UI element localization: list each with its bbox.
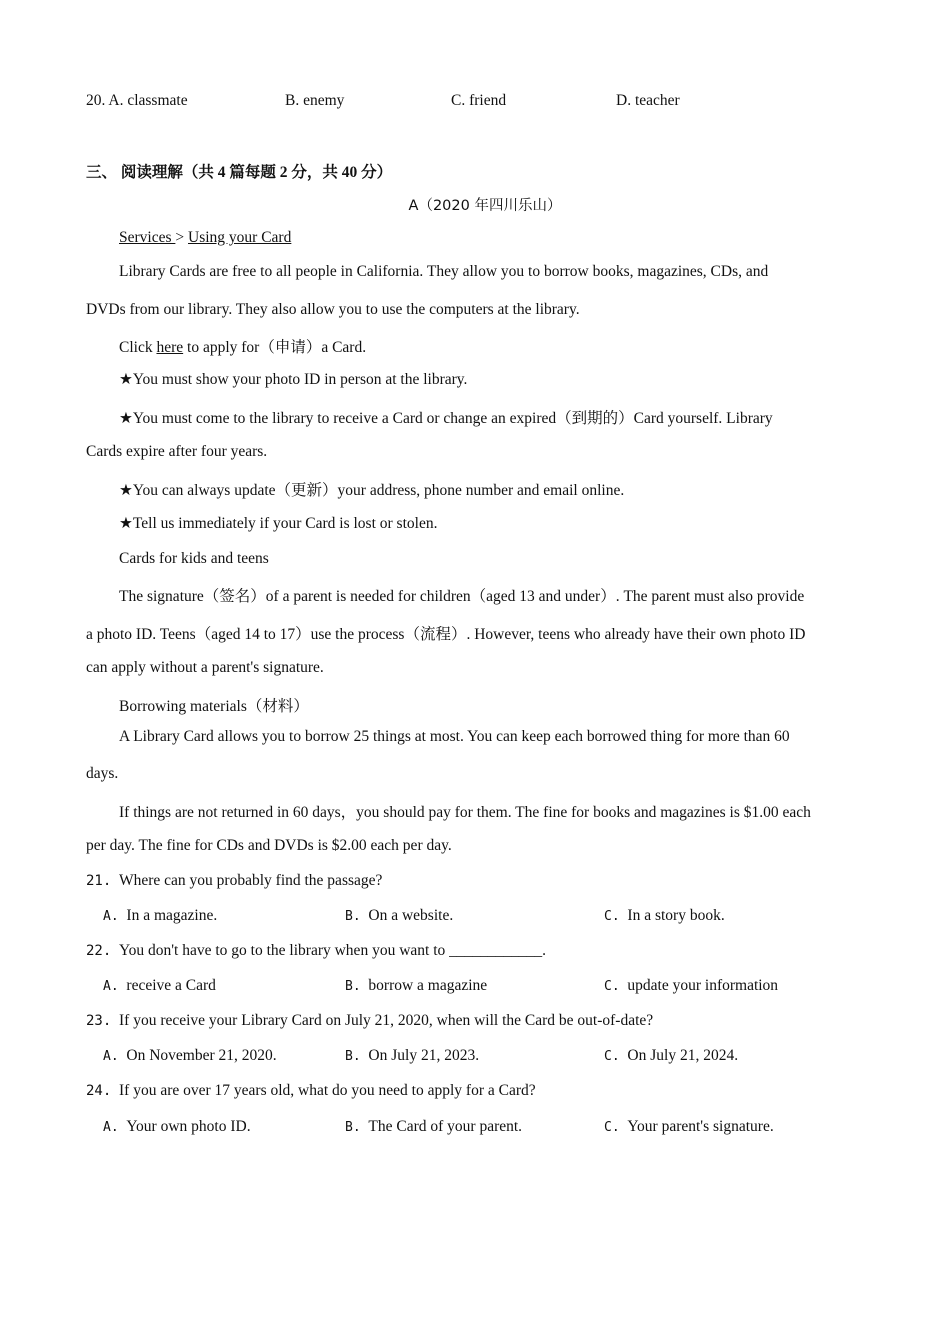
option-c[interactable]: C. Your parent's signature. xyxy=(604,1118,774,1135)
q20-option-c: C. friend xyxy=(451,92,507,109)
option-a[interactable]: A. Your own photo ID. xyxy=(103,1118,251,1135)
option-b[interactable]: B. The Card of your parent. xyxy=(345,1118,523,1135)
apply-here-link[interactable]: here xyxy=(156,339,184,356)
apply-line xyxy=(119,335,899,357)
question-text: Where can you probably find the passage? xyxy=(119,872,383,889)
q20-option-b: B. enemy xyxy=(285,92,345,109)
question-number: 21. xyxy=(86,873,112,889)
question-text: If you are over 17 years old, what do you need to apply for a Card? xyxy=(119,1082,536,1099)
option-c[interactable]: C. On July 21, 2024. xyxy=(604,1047,739,1064)
question-number: 24. xyxy=(86,1083,112,1099)
breadcrumb-services-link[interactable]: Services xyxy=(119,229,176,246)
option-b[interactable]: B. borrow a magazine xyxy=(345,977,488,994)
option-a[interactable]: A. In a magazine. xyxy=(103,907,218,924)
fine-paragraph-line-1: If things are not returned in 60 days，you should pay for them. The fine for books and magazines is $1.00 each xyxy=(119,804,811,821)
question-number: 23. xyxy=(86,1013,112,1029)
fine-paragraph-line-2: per day. The fine for CDs and DVDs is $2.00 each per day. xyxy=(86,837,452,854)
option-c[interactable]: C. update your information xyxy=(604,977,779,994)
kids-paragraph-line-1: The signature（签名）of a parent is needed for children（aged 13 and under）. The parent must also provide xyxy=(119,588,805,605)
q20-option-d: D. teacher xyxy=(616,92,680,109)
borrow-paragraph-line-1: A Library Card allows you to borrow 25 things at most. You can keep each borrowed thing for more than 60 xyxy=(119,728,790,745)
option-a[interactable]: A. On November 21, 2020. xyxy=(103,1047,277,1064)
rule-receive-card-line-2: Cards expire after four years. xyxy=(86,443,268,460)
question-text: If you receive your Library Card on July 21, 2020, when will the Card be out-of-date? xyxy=(119,1012,654,1029)
heading-kids-teens: Cards for kids and teens xyxy=(119,550,269,567)
breadcrumb-separator: > xyxy=(175,229,189,246)
passage-title: A（2020 年四川乐山） xyxy=(408,198,562,214)
option-b[interactable]: B. On a website. xyxy=(345,907,454,924)
kids-paragraph-line-3: can apply without a parent's signature. xyxy=(86,659,324,676)
breadcrumb xyxy=(119,229,899,247)
rule-lost-stolen: ★Tell us immediately if your Card is lost or stolen. xyxy=(119,515,438,532)
rule-photo-id: ★You must show your photo ID in person at the library. xyxy=(119,371,468,388)
q20-option-a: 20. A. classmate xyxy=(86,92,188,109)
heading-borrowing: Borrowing materials（材料） xyxy=(119,698,309,715)
borrow-paragraph-line-2: days. xyxy=(86,765,119,782)
question-number: 22. xyxy=(86,943,112,959)
paragraph-intro-line-2: DVDs from our library. They also allow you to use the computers at the library. xyxy=(86,301,580,318)
rule-update-online: ★You can always update（更新）your address, phone number and email online. xyxy=(119,482,625,499)
breadcrumb-using-card-link[interactable]: Using your Card xyxy=(188,229,292,246)
rule-receive-card-line-1: ★You must come to the library to receive a Card or change an expired（到期的）Card yourself. Library xyxy=(119,410,773,427)
option-b[interactable]: B. On July 21, 2023. xyxy=(345,1047,480,1064)
option-c[interactable]: C. In a story book. xyxy=(604,907,725,924)
apply-suffix: to apply for（申请）a Card. xyxy=(183,339,367,356)
section-title: 三、 阅读理解（共 4 篇每题 2 分，共 40 分） xyxy=(86,164,393,181)
paragraph-intro-line-1: Library Cards are free to all people in California. They allow you to borrow books, magazines, CDs, and xyxy=(119,263,769,280)
question-text: You don't have to go to the library when you want to ____________. xyxy=(119,942,546,959)
option-a[interactable]: A. receive a Card xyxy=(103,977,216,994)
apply-prefix: Click xyxy=(119,339,157,356)
kids-paragraph-line-2: a photo ID. Teens（aged 14 to 17）use the process（流程）. However, teens who already have their own photo ID xyxy=(86,626,806,643)
